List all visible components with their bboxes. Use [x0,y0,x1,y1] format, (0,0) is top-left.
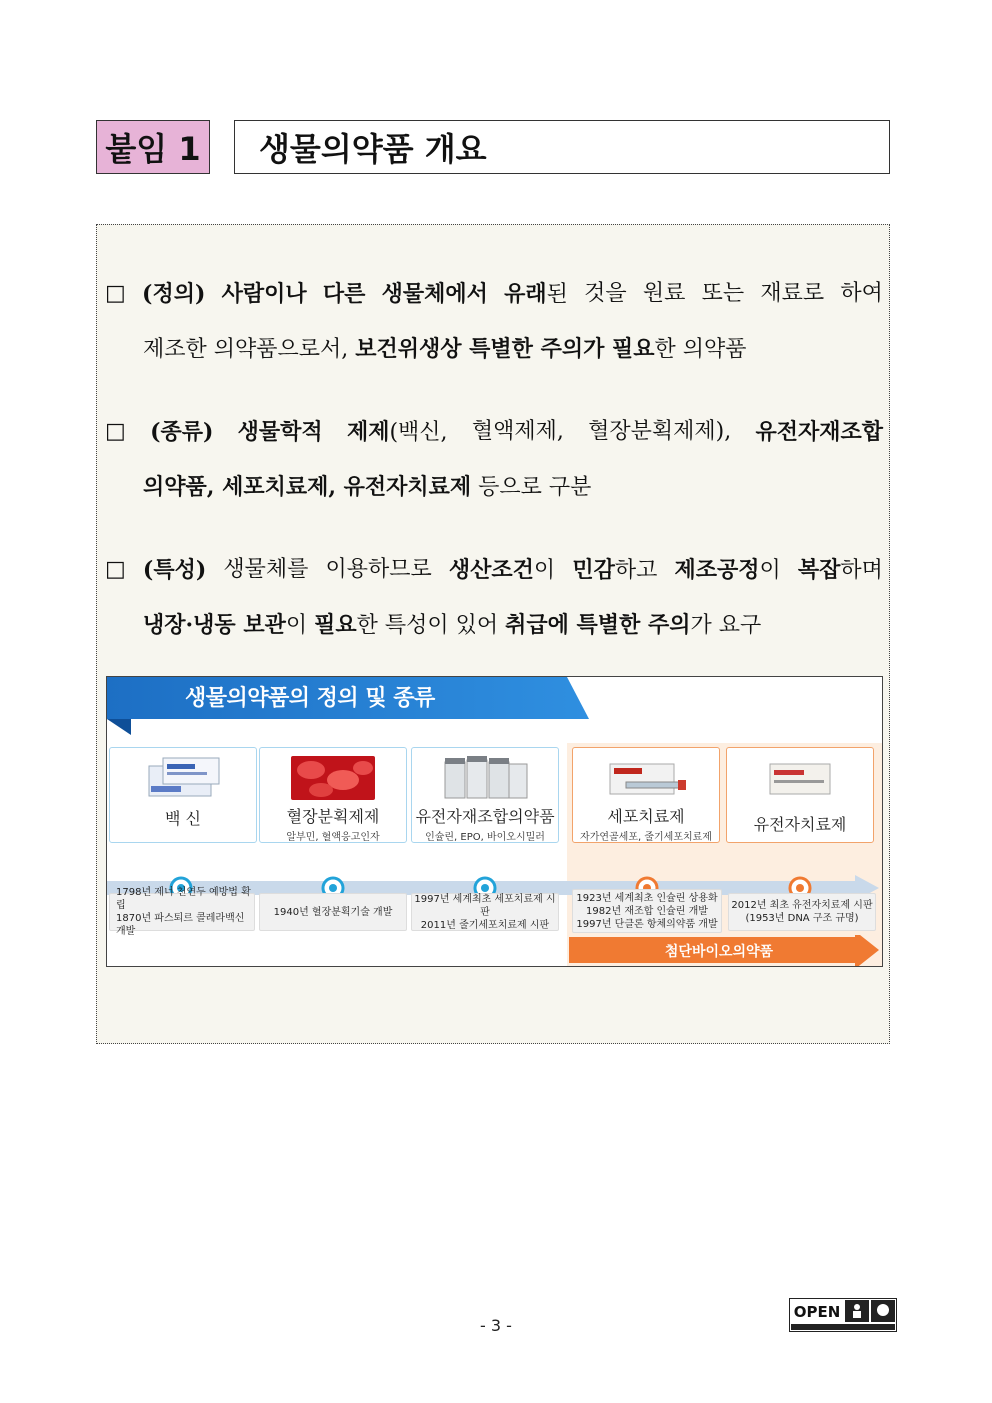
biopharma-infographic [106,676,883,967]
desc-line: (1953년 DNA 구조 규명) [745,913,859,924]
word: (특성) [142,557,207,583]
blood-cells-image [291,756,375,800]
desc-line: 1997년 세계최초 세포치료제 시판 [414,893,556,918]
desc-line: 1982년 재조합 인슐린 개발 [586,905,708,917]
infographic-title: 생물의약품의 정의 및 종류 [185,686,435,711]
word: 사람이나 [221,281,307,307]
bullet-box-icon: □ [105,281,126,306]
card-subtitle: 인슐린, EPO, 바이오시밀러 [425,832,545,843]
definition-paragraph [105,267,883,377]
word: 또는 [701,281,745,306]
desc-plasma [259,893,407,931]
word: 혈액제제, [471,419,564,444]
card-name: 유전자치료제 [753,815,847,834]
card-name: 백 신 [165,809,201,828]
card-plasma [259,747,407,843]
word: 다른 [322,281,366,307]
vials-image [441,756,529,802]
card-gene-therapy [726,747,874,843]
content-panel [96,224,890,1044]
types-line-1 [105,405,883,460]
card-cell-therapy [572,747,720,843]
word: 혈장분획제제), [588,419,732,444]
word: (정의) [142,281,206,307]
word: 복잡하며 [797,557,883,583]
card-name: 혈장분획제제 [286,807,380,826]
desc-line: 2012년 최초 유전자치료제 시판 [731,900,873,911]
vaccine-box-image [143,756,223,802]
kogl-open-license-logo [789,1298,897,1332]
word: 생산조건이 [448,557,556,583]
word: 이용하므로 [325,557,432,582]
word: 제조공정이 [674,557,781,583]
desc-gene-therapy [728,893,876,931]
card-subtitle: 알부민, 혈액응고인자 [286,832,380,843]
word: 생물체를 [223,557,309,582]
word: 것을 [584,281,627,306]
desc-recombinant [411,893,559,931]
characteristics-line-2: 냉장·냉동 보관이 필요한 특성이 있어 취급에 특별한 주의가 요구 [143,612,762,638]
types-line-2: 의약품, 세포치료제, 유전자치료제 등으로 구분 [143,474,592,500]
word: 유래된 [504,281,568,307]
word: (종류) [150,419,214,445]
word: 원료 [642,281,686,306]
desc-line: 1923년 세계최초 인슐린 상용화 [576,892,718,904]
desc-cell-therapy [572,889,722,933]
banner-fold [107,719,131,735]
types-paragraph [105,405,883,515]
gene-therapy-box-image [766,756,834,800]
word: 생물학적 [237,419,323,445]
card-name: 유전자재조합의약품 [415,807,555,826]
card-vaccine [109,747,257,843]
word: 재료로 [760,281,825,306]
svg-text:OPEN: OPEN [793,1303,841,1321]
cell-therapy-product-image [604,756,688,800]
desc-line: 1940년 혈장분획기술 개발 [273,906,393,918]
desc-line: 1798년 제너 천연두 예방법 확립 [116,887,251,911]
bullet-box-icon: □ [105,419,126,444]
attachment-tag: 붙임 1 [96,120,210,174]
desc-line: 1870년 파스퇴르 콜레라백신개발 [116,913,245,937]
word: 유전자재조합 [755,419,883,445]
characteristics-line-1 [105,543,883,598]
word: 하여 [840,281,883,306]
desc-vaccine [109,887,255,937]
card-subtitle: 자가연골세포, 줄기세포치료제 [580,832,712,843]
definition-line-1 [105,267,883,322]
characteristics-paragraph [105,543,883,653]
definition-line-2: 제조한 의약품으로서, 보건위생상 특별한 주의가 필요한 의약품 [143,336,747,362]
word: 제제(백신, [346,419,448,445]
desc-line: 1997년 단클론 항체의약품 개발 [576,918,718,930]
card-recombinant [411,747,559,843]
card-name: 세포치료제 [607,807,685,826]
word: 민감하고 [572,557,658,583]
desc-line: 2011년 줄기세포치료제 시판 [420,919,550,931]
page-title: 생물의약품 개요 [234,120,890,174]
advanced-biopharma-label: 첨단바이오의약품 [664,944,774,960]
bullet-box-icon: □ [105,557,126,582]
page-number: - 3 - [480,1316,512,1335]
word: 생물체에서 [381,281,488,307]
